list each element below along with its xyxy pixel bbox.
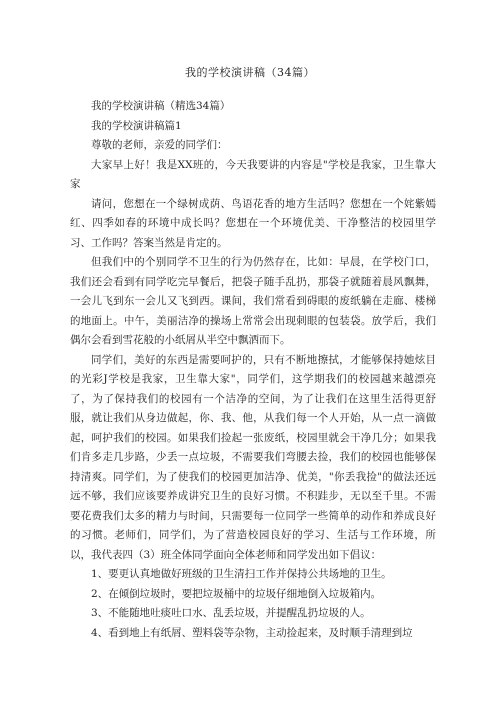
proposal-item: 4、看到地上有纸屑、塑料袋等杂物，主动捡起来，及时顺手清理到垃 bbox=[91, 626, 413, 639]
proposal-item: 2、在倾倒垃圾时，要把垃圾桶中的垃圾仔细地倒入垃圾箱内。 bbox=[91, 587, 382, 600]
paragraph: 同学们，美好的东西是需要呵护的，只有不断地擦拭，才能够保持她炫目的光彩J学校是我家，卫生靠大家"，同学们，这学期我们的校园越来越漂亮了，为了保持我们的校园有一个洁净的空间，为了让我们在这里生活得更舒服，就让我们从身边做起，你、我、他，从我们每一个人开始，从一点一滴做起，呵护我们的校园。如果我们捡起一张废纸，校园里就会干净几分；如果我们肯多走几步路，少丢一点垃圾，不需要我们弯腰去捡，我们的校园也能够保持清爽。同学们，为了使我们的校园更加洁净、优美，"你丢我捡"的做法还远远不够，我们应该要养成讲究卫生的良好习惯。不积跬步，无以至千里。不需要花费我们太多的精力与时间，只需要每一位同学一些简单的动作和养成良好的习惯。老师们，同学们，为了营造校园良好的学习、生活与工作环境，所以，我代表四（3）班全体同学面向全体老师和同学发出如下倡议： bbox=[70, 353, 436, 561]
paragraph: 请问，您想在一个绿树成荫、鸟语花香的地方生活吗？您想在一个姹紫嫣红、四季如春的环境中成长吗？您想在一个环境优美、干净整洁的校园里学习、工作吗？答案当然是肯定的。 bbox=[70, 197, 436, 249]
document-body bbox=[70, 97, 436, 643]
document-title: 我的学校演讲稿（34篇） bbox=[185, 66, 315, 79]
proposal-item: 3、不能随地吐痰吐口水、乱丢垃圾，并提醒乱扔垃圾的人。 bbox=[91, 607, 371, 619]
document-subtitle: 我的学校演讲稿（精选34篇） bbox=[91, 100, 231, 112]
paragraph: 大家早上好！我是XX班的，今天我要讲的内容是"学校是我家，卫生靠大家 bbox=[70, 158, 436, 190]
section-heading: 我的学校演讲稿篇1 bbox=[91, 119, 182, 132]
proposal-item: 1、要更认真地做好班级的卫生清扫工作并保持公共场地的卫生。 bbox=[91, 568, 392, 580]
paragraph: 但我们中的个别同学不卫生的行为仍然存在，比如：早晨，在学校门口，我们还会看到有同学吃完早餐后，把袋子随手乱扔，那袋子就随着晨风飘舞，一会儿飞到东一会儿又飞到西。课间，我们常看到碍眼的废纸躺在走廊、楼梯的地面上。中午，美丽洁净的操场上常常会出现刺眼的包装袋。放学后，我们偶尔会看到雪花般的小纸屑从半空中飘洒而下。 bbox=[70, 256, 436, 346]
greeting: 尊敬的老师，亲爱的同学们： bbox=[91, 139, 228, 151]
proposal-list bbox=[70, 565, 436, 643]
